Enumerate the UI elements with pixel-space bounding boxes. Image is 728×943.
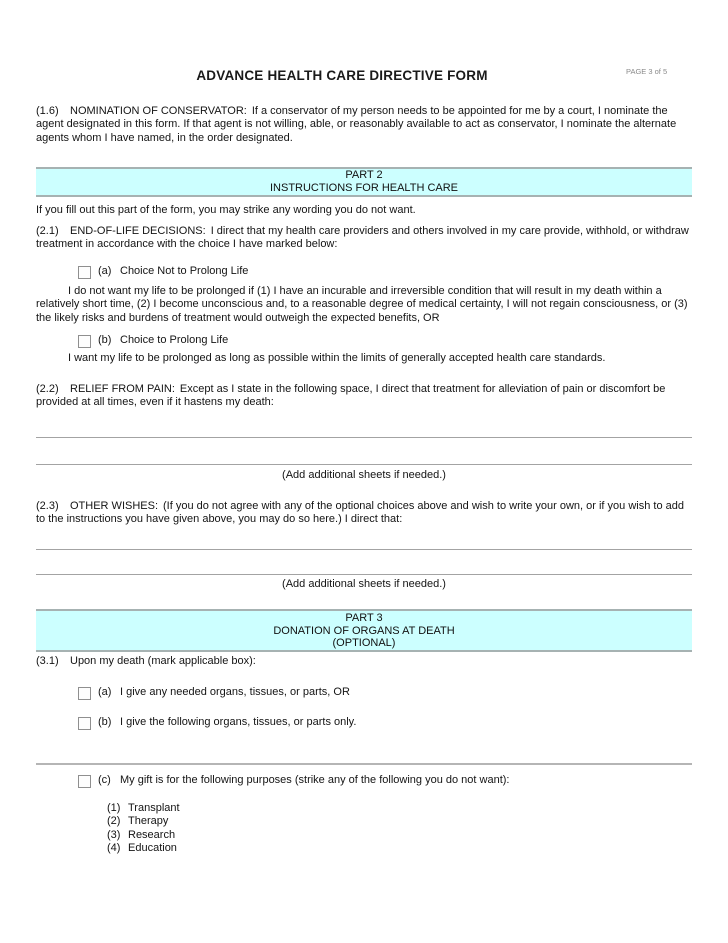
purpose-3-label: Research [128,828,176,841]
purposes-list [36,802,692,856]
choice-b-prefix: (b) [98,334,112,346]
choice-a-label: Choice Not to Prolong Life [120,265,249,277]
section-2-1-body: I direct that my health care providers and others involved in my care provide, withhold, or withdraw treatment in accordance with the choice I have marked below: [36,225,689,251]
purpose-4-number: (4) [107,842,121,855]
checkbox-choice-prolong-life[interactable] [78,335,91,348]
part-3-title: PART 3 [345,612,383,624]
part-2-header-band [36,167,692,197]
purpose-3-number: (3) [107,828,121,841]
fill-line-pain-2[interactable] [36,464,692,465]
fill-line-wishes-1[interactable] [36,549,692,550]
purpose-transplant [107,802,692,815]
choice-a-prefix: (a) [98,265,112,277]
section-2-3-number: (2.3) [36,500,59,512]
donation-a-row [36,686,692,700]
section-2-2-heading: RELIEF FROM PAIN: [70,383,175,395]
checkbox-choice-not-prolong-life[interactable] [78,266,91,279]
donation-b-row [36,716,692,730]
checkbox-donate-any-organs[interactable] [78,687,91,700]
checkbox-gift-purposes[interactable] [78,775,91,788]
purpose-education [107,842,692,855]
part-3-note: (OPTIONAL) [332,637,396,650]
donation-a-label: I give any needed organs, tissues, or parts, OR [120,686,350,698]
donation-a-prefix: (a) [98,686,112,698]
part-3-subtitle: DONATION OF ORGANS AT DEATH [273,624,455,637]
section-2-1-heading: END-OF-LIFE DECISIONS: [70,225,206,237]
section-1-6 [36,105,692,145]
part-2-title: PART 2 [345,169,383,181]
section-3-1-body: Upon my death (mark applicable box): [70,655,256,667]
fill-line-wishes-2[interactable] [36,574,692,575]
part-2-subtitle: INSTRUCTIONS FOR HEALTH CARE [269,182,459,194]
choice-a-body: I do not want my life to be prolonged if (1) I have an incurable and irreversible condition that will result in my death within a relatively short time, (2) I become unconscious and, to a reasonable degree of medical certainty, I will not regain consciousness, or (3) the likely risks and burdens of treatment would outweigh the expected benefits, OR [36,285,688,324]
purpose-2-label: Therapy [128,815,169,828]
add-sheets-note-1: (Add additional sheets if needed.) [282,469,446,481]
section-2-3 [36,500,692,527]
page-indicator: PAGE 3 of 5 [626,67,668,76]
fill-line-organs[interactable] [36,763,692,765]
section-3-1 [36,655,692,668]
purpose-1-number: (1) [107,802,121,814]
donation-c-row [36,774,692,788]
section-2-2-body: Except as I state in the following space, I direct that treatment for alleviation of pain or discomfort be provided at all times, even if it hastens my death: [36,383,666,409]
choice-b-row [36,334,692,348]
purpose-2-number: (2) [107,815,121,828]
section-2-1-number: (2.1) [36,225,59,237]
donation-c-label: My gift is for the following purposes (strike any of the following you do not want): [120,774,510,786]
donation-b-prefix: (b) [98,716,112,728]
section-1-6-number: (1.6) [36,105,59,117]
donation-b-label: I give the following organs, tissues, or parts only. [120,716,357,728]
choice-a-row [36,265,692,279]
purpose-4-label: Education [128,842,177,855]
choice-b-body: I want my life to be prolonged as long as possible within the limits of generally accepted health care standards. [68,352,606,364]
purpose-therapy [107,815,692,828]
section-1-6-body: If a conservator of my person needs to be appointed for me by a court, I nominate the agent designated in this form. If that agent is not willing, able, or reasonably available to act as conservator, I nominate the alternate agents whom I have named, in the order designated. [36,105,677,144]
section-2-1 [36,225,692,252]
part-3-header-band [36,609,692,652]
purpose-1-label: Transplant [128,802,180,814]
choice-b-label: Choice to Prolong Life [120,334,229,346]
form-title: ADVANCE HEALTH CARE DIRECTIVE FORM [196,68,488,83]
donation-c-prefix: (c) [98,774,111,786]
fill-line-pain-1[interactable] [36,437,692,438]
checkbox-donate-following-organs[interactable] [78,717,91,730]
section-2-2 [36,383,692,410]
part-2-intro: If you fill out this part of the form, you may strike any wording you do not want. [36,204,416,216]
section-3-1-number: (3.1) [36,655,59,667]
section-2-3-body: (If you do not agree with any of the optional choices above and wish to write your own, or if you wish to add to the instructions you have given above, you may do so here.) I direct that: [36,500,684,526]
add-sheets-note-2: (Add additional sheets if needed.) [282,578,446,590]
section-2-3-heading: OTHER WISHES: [70,500,159,512]
section-1-6-heading: NOMINATION OF CONSERVATOR: [70,105,247,117]
purpose-research [107,829,692,842]
section-2-2-number: (2.2) [36,383,59,395]
